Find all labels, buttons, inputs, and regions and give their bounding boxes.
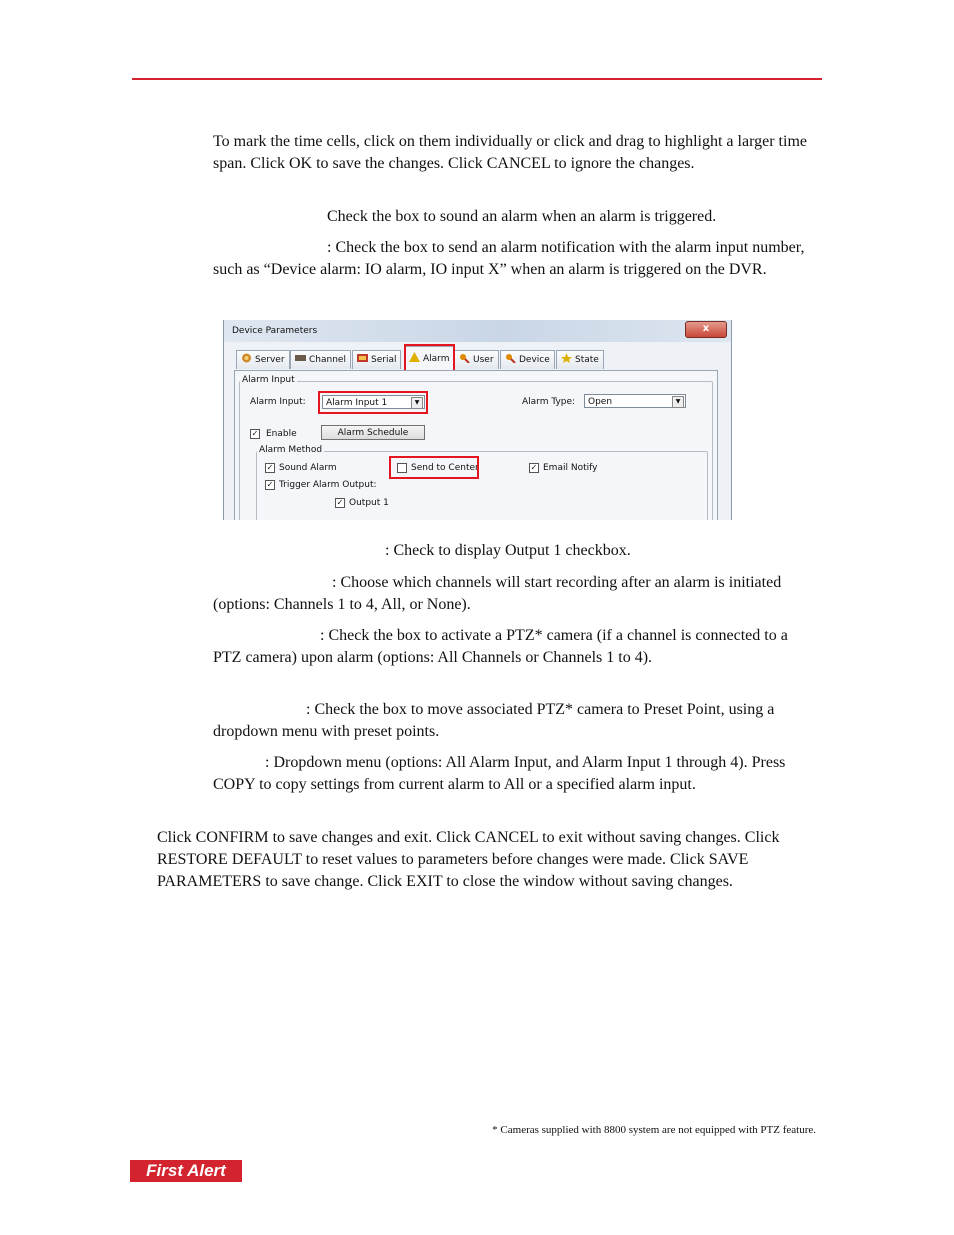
window-title: Device Parameters bbox=[232, 326, 318, 336]
paragraph-sound-alarm: Check the box to sound an alarm when an alarm is triggered. bbox=[327, 208, 717, 225]
alarm-type-select[interactable]: Open ▼ bbox=[584, 394, 686, 408]
header-rule bbox=[132, 78, 822, 80]
paragraph-preset-point: : Check the box to move associated PTZ* camera to Preset Point, using a dropdown menu with preset points. bbox=[213, 701, 775, 740]
tab-channel[interactable]: Channel bbox=[290, 350, 351, 369]
paragraph-time-cells: To mark the time cells, click on them individually or click and drag to highlight a larger time span. Click OK to save the changes. Click CANCEL to ignore the changes. bbox=[213, 133, 807, 172]
paragraph-copy-to: : Dropdown menu (options: All Alarm Input, and Alarm Input 1 through 4). Press COPY to copy settings from current alarm to All or a specified alarm input. bbox=[213, 754, 786, 793]
user-icon bbox=[459, 352, 470, 362]
alarm-schedule-button[interactable]: Alarm Schedule bbox=[321, 425, 425, 440]
first-alert-logo: First Alert bbox=[130, 1160, 242, 1182]
device-icon bbox=[505, 352, 516, 362]
alarm-input-group-label: Alarm Input bbox=[242, 375, 295, 385]
email-notify-label: Email Notify bbox=[543, 463, 598, 473]
serial-icon bbox=[357, 352, 368, 362]
tab-server[interactable]: Server bbox=[236, 350, 290, 369]
alarm-method-group-label: Alarm Method bbox=[259, 445, 323, 455]
paragraph-trigger-channel: : Choose which channels will start recording after an alarm is initiated (options: Channels 1 to 4, All, or None). bbox=[213, 574, 782, 613]
alarm-input-highlight bbox=[318, 391, 428, 414]
tab-state[interactable]: State bbox=[556, 350, 604, 369]
chevron-down-icon: ▼ bbox=[672, 396, 684, 408]
enable-checkbox[interactable]: ✓ bbox=[251, 429, 259, 438]
alarm-panel bbox=[234, 370, 718, 520]
tab-user[interactable]: User bbox=[454, 350, 499, 369]
paragraph-ptz-camera: : Check the box to activate a PTZ* camera (if a channel is connected to a PTZ camera) upon alarm (options: All Channels or Channels 1 to 4). bbox=[213, 627, 788, 666]
tab-serial[interactable]: Serial bbox=[352, 350, 401, 369]
enable-label: Enable bbox=[266, 429, 297, 439]
trigger-output-label: Trigger Alarm Output: bbox=[279, 480, 377, 490]
footnote: * Cameras supplied with 8800 system are not equipped with PTZ feature. bbox=[492, 1124, 816, 1136]
alarm-method-group bbox=[256, 445, 708, 520]
output1-checkbox[interactable]: ✓ bbox=[336, 498, 344, 507]
server-icon bbox=[241, 352, 252, 362]
paragraph-send-to-center: : Check the box to send an alarm notification with the alarm input number, such as “Device alarm: IO alarm, IO input X” when an alarm is triggered on the DVR. bbox=[213, 239, 805, 278]
window-titlebar bbox=[224, 320, 731, 342]
state-icon bbox=[561, 352, 572, 362]
alarm-input-group bbox=[239, 375, 713, 520]
paragraph-confirm: Click CONFIRM to save changes and exit. Click CANCEL to exit without saving changes. Click RESTORE DEFAULT to reset values to parameters before changes were made. Click SAVE PARAMETERS to save change. Click EXIT to close the window without saving changes. bbox=[157, 829, 780, 890]
sound-alarm-checkbox[interactable]: ✓ bbox=[266, 463, 274, 472]
sound-alarm-label: Sound Alarm bbox=[279, 463, 337, 473]
paragraph-trigger-output: : Check to display Output 1 checkbox. bbox=[385, 542, 631, 559]
trigger-output-checkbox[interactable]: ✓ bbox=[266, 480, 274, 489]
tab-device[interactable]: Device bbox=[500, 350, 555, 369]
device-parameters-screenshot bbox=[223, 320, 732, 520]
close-button[interactable]: x bbox=[685, 321, 727, 338]
alarm-input-label: Alarm Input: bbox=[250, 397, 306, 407]
alarm-type-label: Alarm Type: bbox=[522, 397, 576, 407]
email-notify-checkbox[interactable]: ✓ bbox=[530, 463, 538, 472]
channel-icon bbox=[295, 352, 306, 362]
tab-alarm[interactable]: Alarm bbox=[404, 346, 454, 371]
alarm-input-select[interactable]: Alarm Input 1 ▼ bbox=[322, 395, 425, 409]
chevron-down-icon: ▼ bbox=[411, 397, 423, 409]
send-to-center-label: Send to Center bbox=[411, 463, 479, 473]
send-to-center-highlight bbox=[389, 456, 479, 479]
output1-label: Output 1 bbox=[349, 498, 389, 508]
